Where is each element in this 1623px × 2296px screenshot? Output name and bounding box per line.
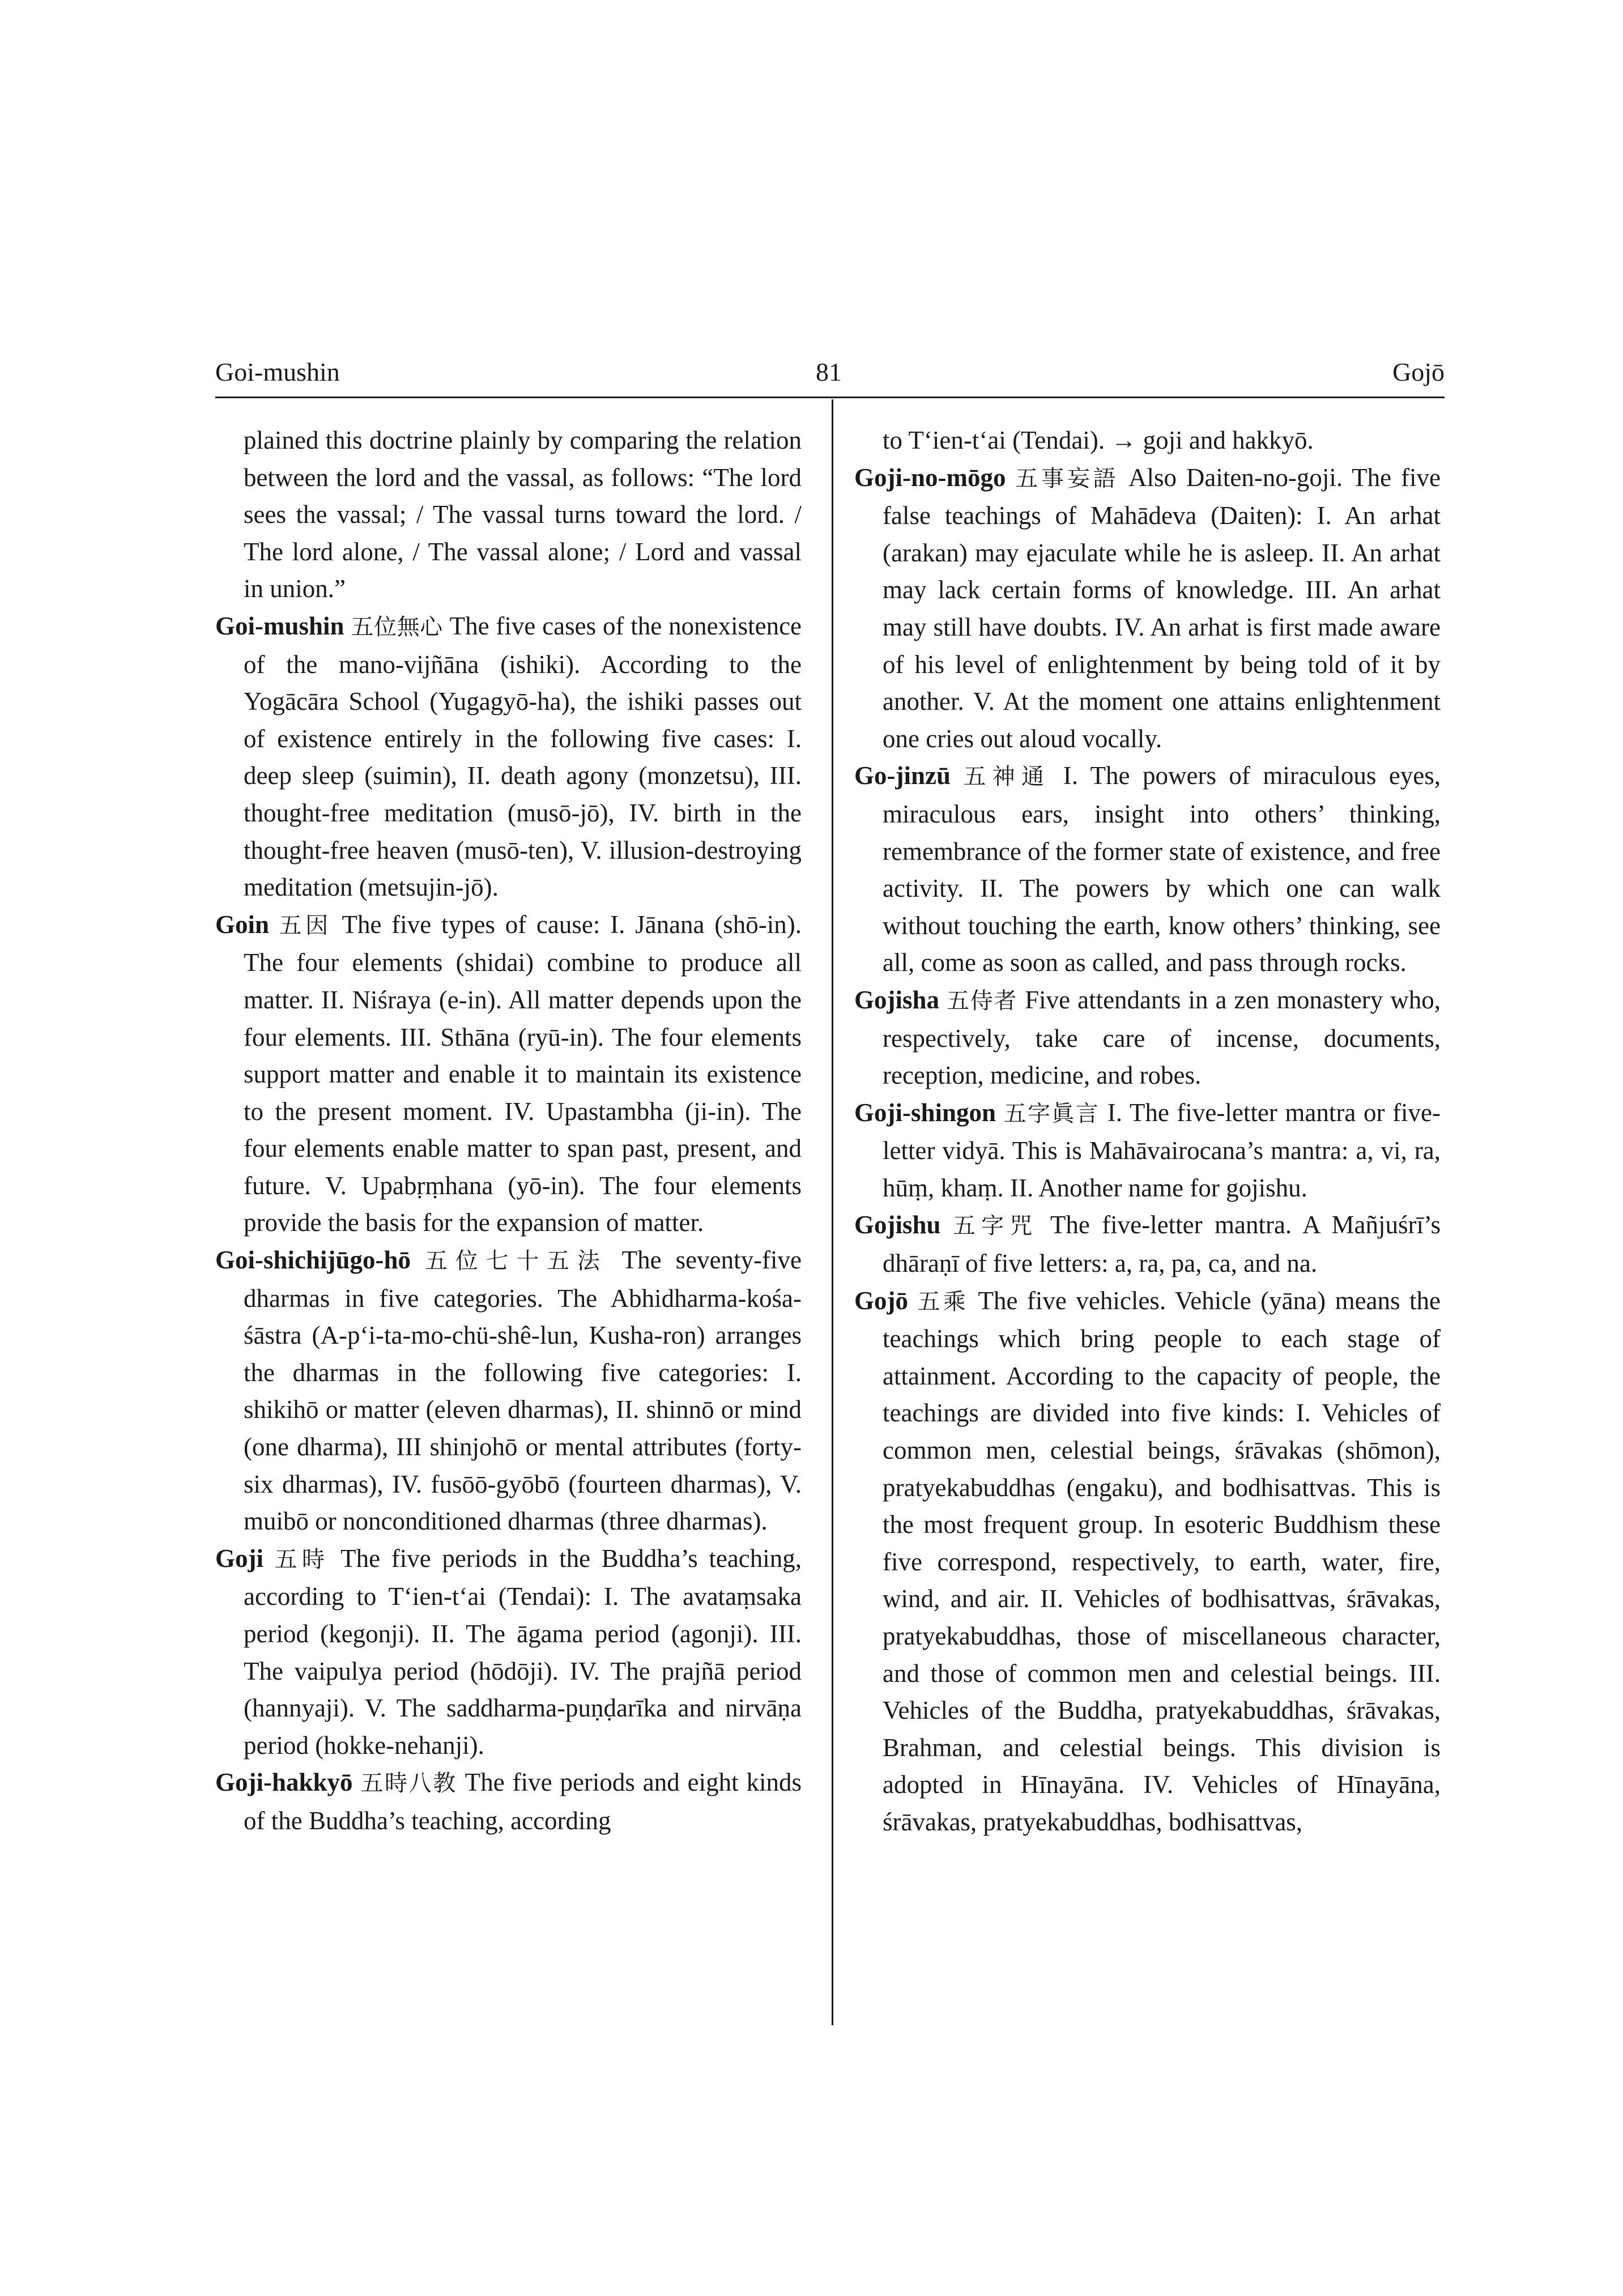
dictionary-entry bbox=[215, 1242, 802, 1540]
entry-kanji: 五位七十五法 bbox=[425, 1248, 608, 1275]
dictionary-entry bbox=[854, 1283, 1441, 1841]
entry-kanji: 五事妄語 bbox=[1015, 465, 1119, 492]
entry-definition: The five-letter mantra. A Mañjuśrī’s dhāraṇī of five letters: a, ra, pa, ca, and na. bbox=[883, 1211, 1441, 1278]
entry-kanji: 五侍者 bbox=[947, 987, 1018, 1014]
entry-kanji: 五位無心 bbox=[351, 614, 443, 640]
entry-headword: Gojisha bbox=[854, 985, 940, 1014]
entry-kanji: 五字眞言 bbox=[1003, 1100, 1100, 1127]
dictionary-entry bbox=[215, 906, 802, 1242]
dictionary-entry bbox=[854, 1207, 1441, 1282]
entry-kanji: 五神通 bbox=[963, 764, 1051, 790]
column-divider bbox=[832, 399, 833, 2025]
page-number: 81 bbox=[816, 357, 842, 386]
entry-headword: Goji-hakkyō bbox=[215, 1768, 353, 1797]
entry-headword: Goi-shichijūgo-hō bbox=[215, 1246, 411, 1275]
entry-definition: The five types of cause: I. Jānana (shō-in). The four elements (shidai) combine to produce all matter. II. Niśraya (e-in). All matter depends upon the four elements. III. Sthāna (ryū-in). The four elements support matter and enable it to maintain its existence to the present moment. IV. Upastambha (ji-in). The four elements enable matter to span past, present, and future. V. Upabṛṃhana (yō-in). The four elements provide the basis for the expansion of matter. bbox=[244, 910, 802, 1237]
entry-kanji: 五時 bbox=[274, 1546, 330, 1573]
entry-kanji: 五乘 bbox=[917, 1288, 969, 1315]
dictionary-entry bbox=[215, 1540, 802, 1765]
left-column bbox=[215, 422, 802, 1840]
entry-headword: Goji-no-mōgo bbox=[854, 463, 1006, 492]
entry-headword: Goin bbox=[215, 910, 270, 939]
entry-kanji: 五字咒 bbox=[952, 1213, 1038, 1239]
running-head-right: Gojō bbox=[1392, 357, 1445, 386]
entry-headword: Gojishu bbox=[854, 1211, 941, 1239]
entry-headword: Go-jinzū bbox=[854, 761, 951, 790]
running-head-left: Goi-mushin bbox=[215, 357, 340, 386]
continued-text: to T‘ien-t‘ai (Tendai). → goji and hakkyō. bbox=[883, 426, 1314, 454]
entry-definition: The five vehicles. Vehicle (yāna) means the teachings which bring people to each stage of attainment. According to the capacity of people, the teachings are divided into five kinds: I. Vehicles of common men, celestial beings, śrāvakas (shōmon), pratyekabuddhas (engaku), and bodhisattvas. This is the most frequent group. In esoteric Buddhism these five correspond, respectively, to earth, water, fire, wind, and air. II. Vehicles of bodhisattvas, śrāvakas, pratyekabuddhas, those of miscellaneous character, and those of common men and celestial beings. III. Vehicles of the Buddha, pratyekabuddhas, śrāvakas, Brahman, and celestial beings. This division is adopted in Hīnayāna. IV. Vehicles of Hīnayāna, śrāvakas, pratyekabuddhas, bodhisattvas, bbox=[883, 1286, 1441, 1836]
entry-headword: Gojō bbox=[854, 1286, 908, 1315]
dictionary-entry bbox=[215, 608, 802, 906]
entry-kanji: 五時八教 bbox=[360, 1770, 457, 1797]
entry-headword: Goji bbox=[215, 1544, 263, 1573]
entry-definition: Five attendants in a zen monastery who, respectively, take care of incense, documents, reception, medicine, and robes. bbox=[883, 985, 1441, 1090]
continued-text: plained this doctrine plainly by comparing the relation between the lord and the vassal, as follows: “The lord sees the vassal; / The vassal turns toward the lord. / The lord alone, / The vassal alone; / Lord and vassal in union.” bbox=[244, 426, 802, 603]
entry-headword: Goi-mushin bbox=[215, 611, 344, 640]
dictionary-entry bbox=[854, 1094, 1441, 1207]
dictionary-entry bbox=[854, 757, 1441, 982]
entry-definition: I. The five-letter mantra or five-letter vidyā. This is Mahāvairocana’s mantra: a, vi, ra, hūṃ, khaṃ. II. Another name for gojishu. bbox=[883, 1098, 1441, 1202]
entry-kanji: 五因 bbox=[279, 912, 332, 939]
dictionary-entry bbox=[854, 982, 1441, 1094]
entry-definition: The five periods in the Buddha’s teaching, according to T‘ien-t‘ai (Tendai): I. The avataṃsaka period (kegonji). II. The āgama period (agonji). III. The vaipulya period (hōdōji). IV. The prajñā period (hannyaji). V. The saddharma-puṇḍarīka and nirvāṇa period (hokke-nehanji). bbox=[244, 1544, 802, 1760]
right-column bbox=[854, 422, 1441, 1841]
dictionary-entry bbox=[215, 1764, 802, 1839]
header-rule bbox=[215, 397, 1445, 398]
entry-headword: Goji-shingon bbox=[854, 1098, 996, 1127]
entry-definition: The five cases of the nonexistence of the mano-vijñāna (ishiki). According to the Yogācāra School (Yugagyō-ha), the ishiki passes out of existence entirely in the following five cases: I. deep sleep (suimin), II. death agony (monzetsu), III. thought-free meditation (musō-jō), IV. birth in the thought-free heaven (musō-ten), V. illusion-destroying meditation (metsujin-jō). bbox=[244, 611, 802, 902]
running-head bbox=[215, 352, 1445, 392]
entry-definition: The five periods and eight kinds of the Buddha’s teaching, according bbox=[244, 1768, 802, 1835]
entry-definition: Also Daiten-no-goji. The five false teachings of Mahādeva (Daiten): I. An arhat (arakan) may ejaculate while he is asleep. II. An arhat may lack certain forms of knowledge. III. An arhat may still have doubts. IV. An arhat is first made aware of his level of enlightenment by being told of it by another. V. At the moment one attains enlightenment one cries out aloud vocally. bbox=[883, 463, 1441, 753]
dictionary-entry bbox=[854, 459, 1441, 758]
entry-definition: The seventy-five dharmas in five categories. The Abhidharma-kośa-śāstra (A-p‘i-ta-mo-chü-shê-lun, Kusha-ron) arranges the dharmas in the following five categories: I. shikihō or matter (eleven dharmas), II. shinnō or mind (one dharma), III shinjohō or mental attributes (forty-six dharmas), IV. fusōō-gyōbō (fourteen dharmas), V. muibō or nonconditioned dharmas (three dharmas). bbox=[244, 1246, 802, 1536]
entry-definition: I. The powers of miraculous eyes, miraculous ears, insight into others’ thinking, remembrance of the former state of existence, and free activity. II. The powers by which one can walk without touching the earth, know others’ thinking, see all, come as soon as called, and pass through rocks. bbox=[883, 761, 1441, 977]
